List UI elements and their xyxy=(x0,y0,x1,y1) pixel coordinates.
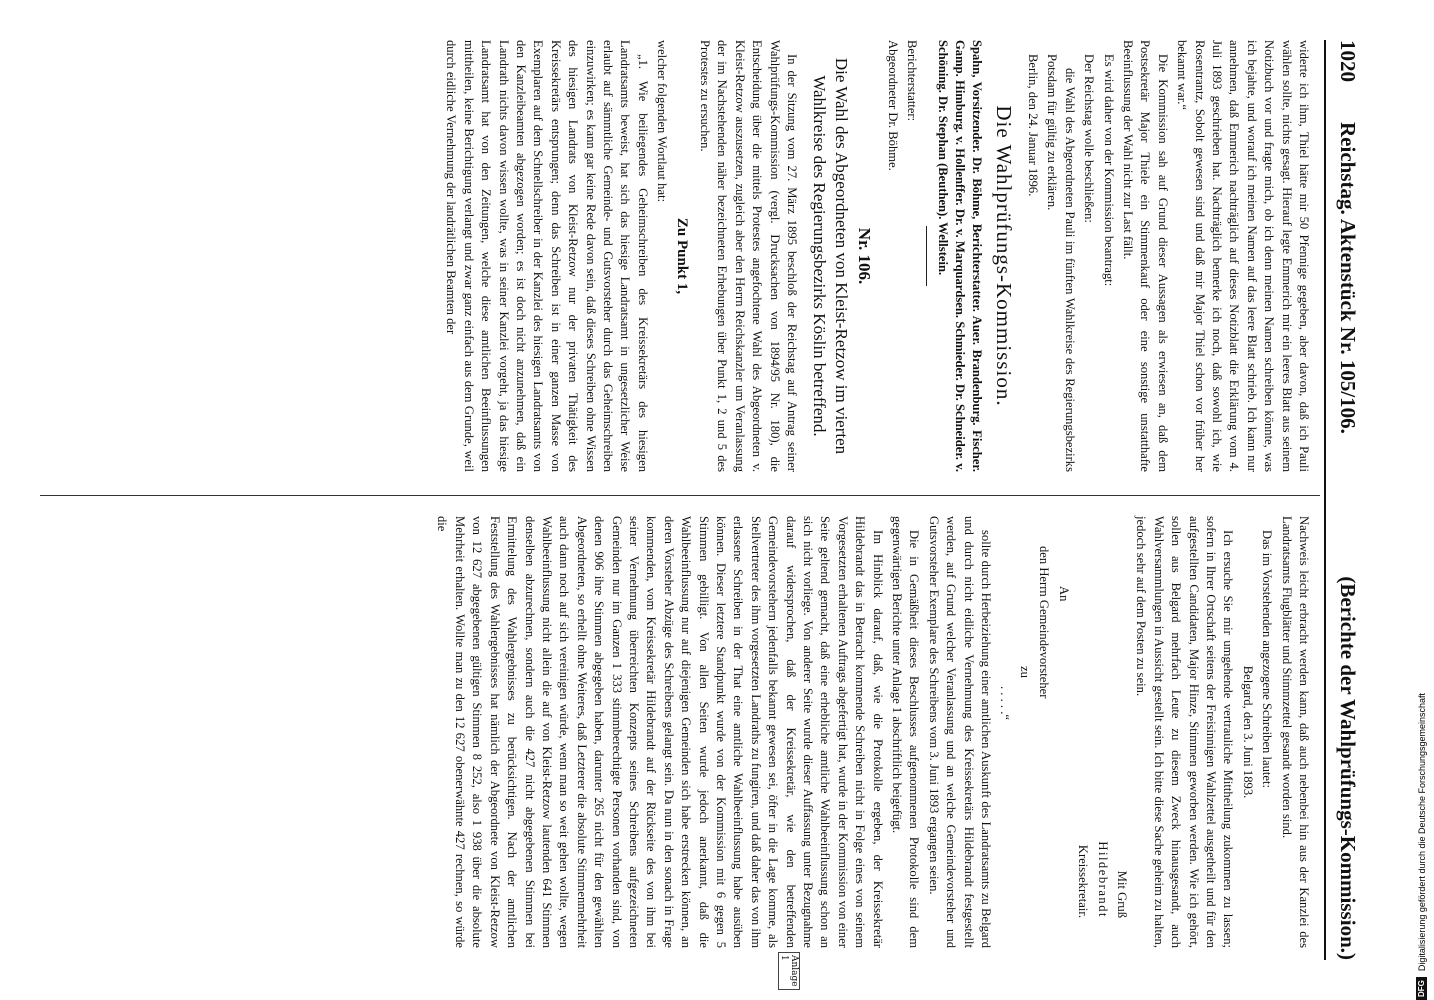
letter-greeting: Mit Gruß xyxy=(1114,870,1129,918)
letter-address: . . . . .“ xyxy=(998,686,1013,720)
column-divider xyxy=(40,495,1320,496)
header-section: (Berichte der Wahlprüfungs-Kommission.) xyxy=(1336,576,1360,960)
commission-members: Spahn, Vorsitzender. Dr. Böhme, Berichterstatter. Auer. Brandenburg. Fischer. Gamp. Himburg. v. Hollenffer. Dr. v. Marquardsen. Schmieder. Dr. Schneider. v. Schöning. Dr. Stephan (Beuthen). Wellstein. xyxy=(935,40,985,472)
reporter-label: Berichterstatter: xyxy=(905,40,920,122)
paragraph: Die Kommission sah auf Grund dieser Aussagen als erwiesen an, daß dem Postsekretär Major Thiele ein Stimmenkauf oder eine sonstige unstatthafte Beeinflussung der Wahl nicht zur Last fällt. xyxy=(1120,40,1170,472)
paragraph: Im Hinblick darauf, daß, wie die Protokolle ergeben, der Kreissekretär Hildebrandt das in Betracht kommende Schreiben nicht in Folge eines von seinem Vorgesetzten erhaltenen Auftrags abgefertigt hat, wurde in der Kommission von einer Seite geltend gemacht, daß eine erhebliche amtliche Wahlbeeinflussung schon an sich nicht vorliege. Von anderer Seite wurde dieser Auffassung unter Bezugnahme darauf widersprochen, daß der Kreissekretär, wie den betreffenden Gemeindevorstehern jedenfalls bekannt gewesen sei, öfter in die Lage komme, als Stellvertreter des ihm vorgesetzten Landraths zu fungiren, und daß daher das von ihm erlassene Schreiben in der That eine amtliche Wahlbeeinflussung habe ausüben können. Dieser letztere Standpunkt wurde von der Kommission mit 6 gegen 5 Stimmen gebilligt. Von allen Seiten wurde jedoch anerkannt, daß die Wahlbeeinflussung nur auf diejenigen Gemeinden sich habe erstrecken können, an deren Vorsteher Abzüge des Schreibens gelangt sein. Da nun in den sonach in Frage kommenden, vom Kreissekretär Hildebrandt auf der Rückseite des von ihm bei seiner Vernehmung überreichten Konzepts seines Schreibens aufgezeichneten Gemeinden nur im Ganzen 1 333 stimmberechtigte Personen vorhanden sind, von denen 906 ihre Stimmen abgegeben haben, darunter 265 nicht für den gewählten Abgeordneten, so erhellt ohne Weiteres, daß Letzterer die absolute Stimmenmehrheit auch dann noch auf sich vereinigen würde, wenn man so weit gehen wollte, wegen Wahlbeeinflussung nicht allein die auf von Kleist-Retzow lautenden 641 Stimmen denselben abzurechnen, sondern auch die 427 nicht abgegebenen Stimmen bei Ermittelung des Wahlergebnisses zu berücksichtigen. Nach der amtlichen Feststellung des Wahlergebnisses hat nämlich der Abgeordnete von Kleist-Retzow von 12 627 abgegebenen gültigen Stimmen 8 252, also 1 938 über die absolute Mehrheit erhalten. Wollte man zu den 12 627 obenerwähnte 427 rechnen, so würde die xyxy=(435,516,885,948)
letter-body: Ich ersuche Sie mir umgehende vertrauliche Mittheilung zukommen zu lassen; sofern in Ihrer Ortschaft seitens der Freisinnigen Wahlzettel ausgetheilt und für den aufgestellten Candidaten, Major Hinze, Stimmen geworben werden. Wie ich gehört, sollen aus Belgard mehrfach Leute zu diesem Zweck hinausgesandt, auch Wahlversammlungen in Aussicht gestellt sein. Ich bitte diese Sache geheim zu halten, jedoch sehr auf dem Posten zu sein. xyxy=(1134,516,1236,948)
paragraph: Der Reichstag wolle beschließen: xyxy=(1082,54,1097,223)
paragraph: Die in Gemäßheit dieses Beschlusses aufgenommenen Protokolle sind dem gegenwärtigen Berichte unter Anlage 1 abschriftlich beigefügt. xyxy=(890,516,922,948)
paragraph: widerte ich ihm, Thiel hätte mir 50 Pfennige gegeben, aber davon, daß ich Pauli wählen sollte, nichts gesagt. Hierauf legte Emmerich mir ein leeres Blatt aus seinem Notizbuch vor und fragte mich, ob ich denn meinen Namen schreiben könnte, was ich bejahte, und worauf ich meinen Namen auf das leere Blatt schrieb. Ich kann nur annehmen, daß Emmerich nachträglich auf dieses Notizblatt die Erklärung vom 4. Juli 1893 geschrieben hat. Nachträglich bemerke ich noch, daß sowohl ich, wie Rosentrantz, Sobolt gewesen sind und daß mir Major Thiel schon vor früher her bekannt war.“ xyxy=(1175,40,1311,472)
paragraph: sollte durch Herbeiziehung einer amtlichen Auskunft des Landratsamts zu Belgard und durch nicht eidliche Vernehmung des Kreissekretärs Hildebrandt festgestellt werden, auf Grund welcher Veranlassung und an welche Gemeindevorsteher und Gutsvorsteher Exemplare des Schreibens vom 3. Juni 1893 ergangen seien. xyxy=(926,516,994,948)
paragraph: Das im Vorstehenden angezogene Schreiben lautet: xyxy=(1260,530,1275,788)
letter-address: zu xyxy=(1017,666,1032,678)
right-column xyxy=(40,516,1312,948)
header-title: Reichstag. Aktenstück Nr. 105/106. xyxy=(1336,122,1360,434)
page-number: 1020 xyxy=(1336,40,1360,82)
footer-credit xyxy=(1416,0,1427,1000)
letter-signature-title: Kreissekretair. xyxy=(1076,844,1091,918)
left-column xyxy=(40,40,1312,472)
footer-text: Digitalisierung gefördert durch die Deutsche Forschungsgemeinschaft xyxy=(1416,692,1427,972)
quoted-paragraph: „1. Wie beiliegendes Geheimschreiben des Kreissekretärs des hiesigen Landratsamts beweist, hat sich das hiesige Landratsamt in ungesetzlicher Weise erlaubt auf sämmtliche Gemeinde- und Gutsvorsteher durch das Geheimschreiben einzuwirken; es kann gar keine Rede davon sein, daß dieses Schreiben ohne Wissen des hiesigen Landrats von Kleist-Retzow nur der privaten Thätigkeit des Kreissekretärs entsprungen; denn das Schreiben ist in einer ganzen Masse von Exemplaren auf dem Schnellschreiber in der Kanzlei des hiesigen Landratsamts von den Kanzleibeamten abgezogen worden; es ist doch nicht anzunehmen, daß ein Landrath nichts davon wissen wollte, was in seiner Kanzlei vorgeht, ja das hiesige Landratsamt hat von den Zeitungen, welche diese amtlichen Beeinflussungen mittheilen, keine Berichtigung verlangt und zwar ganz einfach aus dem Grunde, weil durch eidliche Vernehmung der landrätlichen Beamten der xyxy=(444,40,650,472)
date-line: Berlin, den 24. Januar 1896. xyxy=(1025,54,1040,197)
running-header xyxy=(1324,40,1360,960)
document-title: Die Wahl des Abgeordneten von Kleist-Retzow im vierten Wahlkreise des Regierungsbezirks Köslin betreffend. xyxy=(810,57,852,455)
paragraph: In der Sitzung vom 27. März 1895 beschloß der Reichstag auf Antrag seiner Wahlprüfungs-Kommission (vergl. Drucksachen von 1894/95 Nr. 180), die Entscheidung über die mittels Protestes angefochtene Wahl des Abgeordneten v. Kleist-Retzow auszusetzen, zugleich aber den Herrn Reichskanzler um Veranlassung der im Nachstehenden näher bezeichneten Erhebungen über Punkt 1, 2 und 5 des Protestes zu ersuchen. xyxy=(698,40,800,472)
paragraph: Es wird daher von der Kommission beantragt: xyxy=(1101,54,1116,287)
separator xyxy=(926,226,927,286)
letter-signature-name: Hildebrandt xyxy=(1095,841,1110,918)
paragraph: die Wahl des Abgeordneten Pauli im fünften Wahlkreise des Regierungsbezirks Potsdam für gültig zu erklären. xyxy=(1045,54,1077,472)
margin-note: Anlage 1 xyxy=(778,952,800,990)
commission-heading: Die Wahlprüfungs-Kommission. xyxy=(992,105,1017,407)
paragraph: Nachweis leicht erbracht werden kann, daß auch nebenbei hin aus der Kanzlei des Landratsamts Flugblätter und Stimmzettel gesandt worden sind. xyxy=(1279,516,1311,948)
letter-place-date: Belgard, den 3. Juni 1893. xyxy=(1240,665,1255,799)
document-number: Nr. 106. xyxy=(855,227,875,285)
paragraph: welcher folgenden Wortlaut hat: xyxy=(655,40,670,203)
section-heading: Zu Punkt 1, xyxy=(673,217,690,295)
letter-address: An xyxy=(1056,586,1071,602)
letter-address: den Herrn Gemeindevorsteher xyxy=(1037,546,1052,699)
dfg-logo: DFG xyxy=(1416,977,1427,1000)
document-page xyxy=(40,40,1360,987)
reporter-name: Abgeordneter Dr. Böhme. xyxy=(885,40,900,171)
